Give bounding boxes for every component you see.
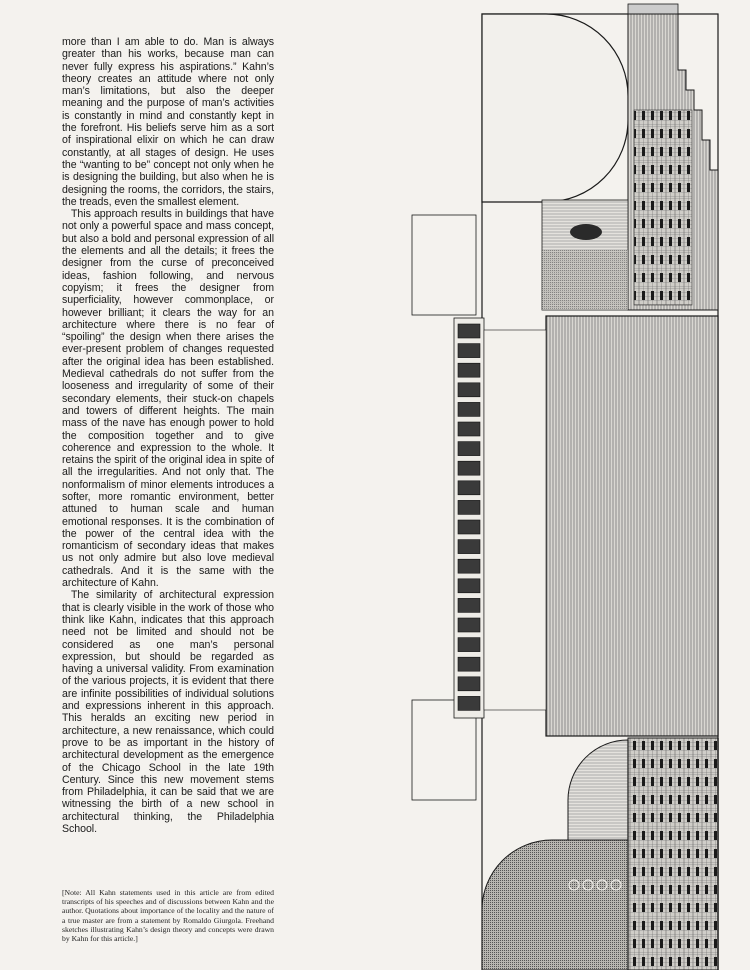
paragraph-2: This approach results in buildings that have not only a powerful space and mass concept, but also a bold and personal expression of all the elements and all the details; it frees the designer from the curse of preconceived ideas, fashion following, and nervous copyism; it frees the designer from superficiality, however commonplace, or however brilliant; it clears the way for an architecture where there is no fear of “spoiling” the design when there arises the ever-present problem of changes requested after the original idea has been established. Medieval cathedrals do not suffer from the looseness and irregularity of some of their secondary elements, their stuck-on chapels and towers of different heights. The main mass of the nave has enough power to hold the composition together and to give coherence and expression to the whole. It retains the spirit of the original idea in spite of all the irregularities. And not only that. The nonformalism of minor elements introduces a softer, more romantic environment, better attuned to human scale and human emotional responses. It is the combination of the power of the central idea with the romanticism of secondary ideas that makes us not only admire but also love medieval cathedrals. And it is the same with the architecture of Kahn. <box>62 208 274 590</box>
window-pane <box>458 383 480 397</box>
window-pane <box>458 344 480 358</box>
paragraph-1: more than I am able to do. Man is always greater than his works, because man can never fully express his aspirations.” Kahn’s theory creates an attitude where not only man’s limitations, but also the deeper meaning and the purpose of man’s activities is constantly in mind and constantly kept in the forefront. His beliefs serve him as a sort of inspirational elixir on which he can draw constantly, at all stages of design. He uses the “wanting to be” concept not only when he is designing the building, but also when he is designing the rooms, the corridors, the stairs, the treads, even the smallest element. <box>62 36 274 208</box>
paragraph-3: The similarity of architectural expression that is clearly visible in the work of those who think like Kahn, indicates that this approach need not be limited and should not be considered as one man’s personal expression, but should be regarded as having a universal validity. From examination of the various projects, it is evident that there are infinite possibilities of individual solutions and expressions inherent in this approach. This heralds an exciting new period in architecture, a new renaissance, which could prove to be as important in the history of architectural development as the emergence of the Chicago School in the late 19th Century. Since this new movement stems from Philadelphia, it can be said that we are witnessing the birth of a new school in architectural thinking, the Philadelphia School. <box>62 589 274 835</box>
article-body <box>62 36 274 835</box>
window-pane <box>458 638 480 652</box>
window-pane <box>458 461 480 475</box>
architectural-plan-drawing <box>396 0 750 970</box>
window-pane <box>458 559 480 573</box>
window-pane <box>458 402 480 416</box>
window-pane <box>458 579 480 593</box>
window-pane <box>458 422 480 436</box>
footnote: [Note: All Kahn statements used in this article are from edited transcripts of his speeches and of discussions between Kahn and the author. Quotations about importance of the locality and the nature of a true master are from a statement by Romaldo Giurgola. Freehand sketches illustrating Kahn’s design theory and concepts were drawn by Kahn for this article.] <box>62 888 274 944</box>
window-pane <box>458 500 480 514</box>
window-pane <box>458 618 480 632</box>
window-pane <box>458 324 480 338</box>
window-pane <box>458 598 480 612</box>
window-pane <box>458 540 480 554</box>
window-pane <box>458 442 480 456</box>
window-pane <box>458 520 480 534</box>
window-pane <box>458 696 480 710</box>
window-pane <box>458 677 480 691</box>
window-pane <box>458 481 480 495</box>
window-pane <box>458 363 480 377</box>
window-pane <box>458 657 480 671</box>
